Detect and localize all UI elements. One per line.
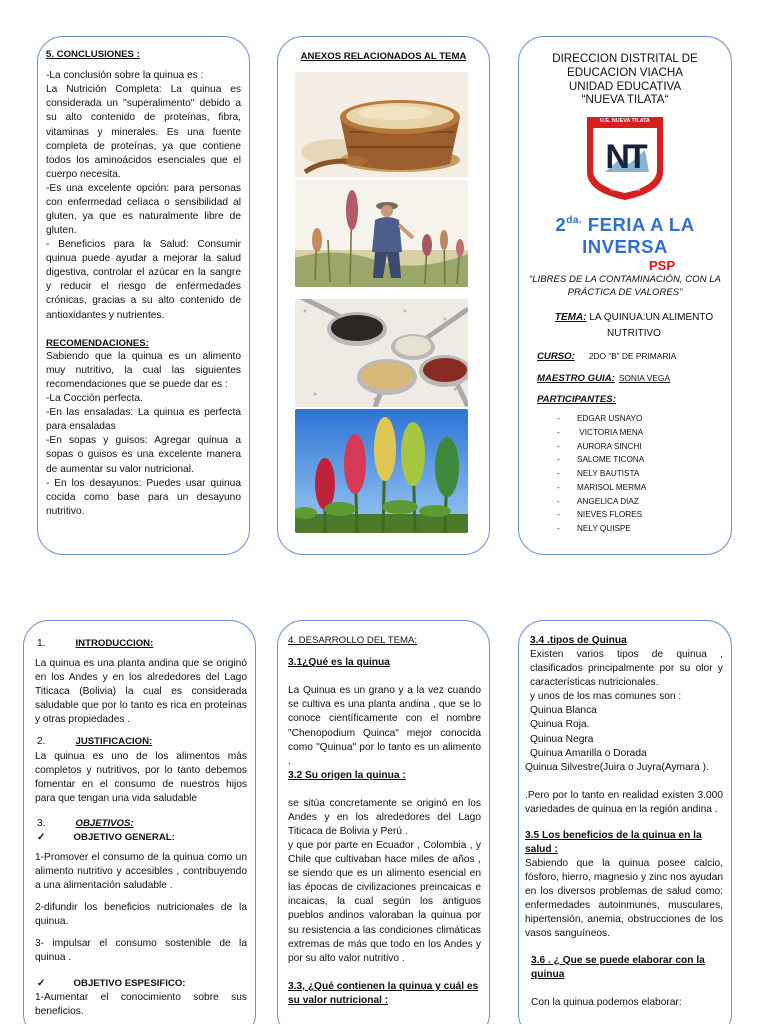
conclusion-nutricion: La Nutrición Completa: La quinua es considerada un "superalimento" debido a su alto contenido de proteínas, fibra, vitaminas y minerales. Es una fuente completa de proteínas, ya que contiene todos los aminoácidos esenciales que el cuerpo necesita. (46, 84, 241, 180)
dash-bullet: - (557, 496, 560, 506)
quinoa-farmer-image (295, 180, 468, 287)
direccion-line: EDUCACION VIACHA (567, 65, 683, 79)
introduccion-heading: INTRODUCCION: (75, 638, 154, 649)
participant-item (557, 426, 731, 440)
participant-name: AURORA SINCHI (577, 441, 642, 451)
desarrollo-heading-text: 4. DESARROLLO DEL TEMA: (288, 635, 418, 646)
logo-bottom-text: TILATA - BOLIVIA (609, 188, 641, 193)
subheading-contiene: 3.3, ¿Qué contienen la quinua y cuál es su valor nutricional : (288, 980, 479, 1006)
curso-value: 2DO “B” DE PRIMARIA (588, 350, 677, 361)
desarrollo-heading (288, 634, 481, 647)
participant-name: ANGELICA DIAZ (577, 496, 639, 506)
tipo-item: Quinua Roja. (530, 719, 590, 731)
participant-item (557, 440, 731, 454)
tema-line (519, 310, 731, 342)
conclusion-intro: -La conclusión sobre la quinua es : (46, 70, 204, 82)
recomendacion-item: -En sopas y guisos: Agregar quinua a sopas o guisos es una excelente manera de aumentar su valor nutricional. (46, 435, 241, 475)
objetivo-item: 2-difundir los beneficios nutricionales de la quinua. (35, 902, 247, 928)
participant-item (557, 522, 731, 536)
participant-item (557, 467, 731, 481)
direccion-line: DIRECCION DISTRITAL DE (552, 52, 698, 65)
subheading-beneficios: 3.5 Los beneficios de la quinua en la salud : (525, 829, 702, 856)
panel-introduccion (23, 620, 256, 1024)
feria-title (519, 214, 731, 258)
objetivo-general-heading: OBJETIVO GENERAL: (73, 831, 175, 843)
check-icon: ✓ (37, 831, 46, 843)
participantes-row (519, 393, 731, 406)
dash-bullet: - (557, 510, 560, 520)
title-superscript: da. (566, 215, 583, 227)
participant-item (557, 453, 731, 467)
psp-label: PSP (648, 257, 675, 273)
participant-item (557, 481, 731, 495)
variedades-text: .Pero por lo tanto en realidad existen 3.000 variedades de quinua en la región andina . (525, 789, 723, 815)
participant-name: NIEVES FLORES (577, 510, 643, 520)
tipos-list (530, 704, 723, 760)
recomendaciones-heading: RECOMENDACIONES: (46, 337, 149, 349)
check-icon: ✓ (37, 977, 46, 989)
panel-portada (518, 36, 732, 555)
section-number: 2. (37, 736, 46, 748)
objetivos-heading: OBJETIVOS: (75, 817, 134, 829)
dash-bullet: - (557, 441, 560, 451)
logo-letters: NT (605, 138, 645, 177)
conclusion-opcion: -Es una excelente opción: para personas con enfermedad celíaca o sensibilidad al gluten, ya que es naturalmente libre de gluten. (46, 182, 241, 237)
tipo-item: Quinua Negra (530, 733, 594, 745)
quinoa-plants-image (295, 409, 468, 533)
objetivo-item: 3- impulsar el consumo sostenible de la quinua . (35, 938, 247, 964)
participantes-label: PARTICIPANTES: (537, 394, 616, 406)
participant-name: MARISOL MERMA (577, 482, 647, 492)
objetivo-especifico-heading: OBJETIVO ESPESIFICO: (73, 977, 186, 989)
title-number: 2 (555, 214, 567, 236)
section-number: 3. (37, 817, 46, 829)
quinoa-bowl-image (295, 72, 468, 177)
subheading-tipos: 3.4 .tipos de Quinua (530, 635, 627, 646)
recomendacion-item: - En los desayunos: Puedes usar quinua cocida como base para un desayuno nutritivo. (46, 477, 241, 517)
panel-conclusiones (37, 36, 250, 555)
recomendacion-item: -En las ensaladas: La quinua es perfecta para ensaladas (46, 407, 241, 433)
participants-list (519, 412, 731, 535)
curso-label: CURSO: (537, 350, 575, 362)
section-number: 1. (37, 638, 46, 649)
logo-top-text: U.E. NUEVA TILATA (599, 118, 651, 125)
maestro-value: SONIA VEGA (618, 372, 671, 383)
que-es-text: La Quinua es un grano y a la vez cuando se cultiva es una planta andina , que se lo conoce científicamente con el nombre "Chenopodium Quinca" mejor conocida como "Quinua" por lo tanto es un alimento . (288, 685, 481, 767)
maestro-label: MAESTRO GUIA: (537, 372, 615, 384)
recomendaciones-intro: Sabiendo que la quinua es un alimento muy nutritivo, la cual las siguientes recomendaciones que se puede dar es : (46, 350, 241, 391)
dash-bullet: - (557, 469, 560, 479)
origen-text-continued: y que por parte en Ecuador , Colombia , y Chile que cultivaban hace miles de años , se siendo que es un alimento esencial en las épocas de civilizaciones preincaicas e incaicas, la cual según los antiguos pueblos andinos valoraban la quinua por su resistencia a las condiciones climáticas extremas de más que todo en los Andes y por su alto valor nutritivo . (288, 840, 481, 964)
unidad-nombre: “NUEVA TILATA“ (581, 93, 669, 107)
origen-text: se sitúa concretamente se originó en los Andes y en los alrededores del Lago Titicaca de Bolivia y Perú . (288, 797, 481, 838)
dash-bullet: - (557, 524, 560, 533)
tipo-item: Quinua Blanca (530, 705, 597, 717)
tipos-intro: y unos de los mas comunes son : (530, 691, 682, 703)
participant-name: VICTORIA MENA (577, 428, 644, 438)
participant-item (557, 495, 731, 509)
conclusiones-heading: 5. CONCLUSIONES : (46, 49, 140, 60)
title-text: FERIA A LA INVERSA (582, 214, 695, 258)
slogan: “LIBRES DE LA CONTAMINACIÓN, CON LA PRÁCTICA DE VALORES” (529, 273, 721, 298)
beneficios-text: Sabiendo que la quinua posee calcio, fósforo, hierro, magnesio y zinc nos ayudan en los diversos problemas de salud como: enfermedades autoinmunes, musculares, hipertensión, anemia, obstrucciones de los vasos sanguíneos. (525, 858, 723, 940)
introduccion-text: La quinua es una planta andina que se originó en los Andes y en los alrededores del Lago Titicaca (Bolivia) la cual es considerada saludable que por lo tanto es rica en proteínas y otras propiedades . (35, 658, 247, 726)
subheading-que-es: 3.1¿Qué es la quinua (288, 657, 390, 669)
subheading-origen: 3.2 Su origen la quinua : (288, 769, 406, 781)
tipos-text: Existen varios tipos de quinua , clasificados principalmente por su olor y características nutricionales. (530, 649, 723, 689)
unidad-line: UNIDAD EDUCATIVA (568, 79, 682, 93)
justificacion-text: La quinua es uno de los alimentos más completos y nutritivos, por lo tanto debemos fomentar en el consumo de nuestros hijos para que tengan una vida saludable (35, 750, 247, 804)
participant-name: EDGAR USNAYO (577, 414, 643, 424)
participant-name: NELY BAUTISTA (577, 469, 640, 479)
objetivo-item: 1-Promover el consumo de la quinua como un alimento nutritivo y accesibles , contribuyendo a una alimentación saludable . (35, 852, 247, 892)
participant-item (557, 412, 731, 426)
panel-tipos (518, 620, 732, 1024)
tipo-silvestre: Quinua Silvestre(Juira o Juyra(Aymara ). (525, 761, 709, 773)
justificacion-heading: JUSTIFICACION: (75, 736, 153, 748)
dash-bullet: - (557, 428, 560, 438)
recomendacion-item: -La Cocción perfecta. (46, 393, 143, 405)
school-logo (583, 114, 667, 202)
curso-row (519, 350, 731, 363)
objetivo-especifico-item: 1-Aumentar el conocimiento sobre sus beneficios. (35, 991, 247, 1017)
anexos-heading: ANEXOS RELACIONADOS AL TEMA (300, 51, 467, 62)
dash-bullet: - (557, 455, 560, 465)
quinoa-spoons-image (295, 299, 468, 407)
panel-desarrollo (277, 620, 490, 1024)
subheading-elaborar: 3.6 . ¿ Que se puede elaborar con la quinua (531, 954, 705, 980)
panel-anexos (277, 36, 490, 555)
participant-name: NELY QUISPE (577, 524, 631, 533)
participant-item (557, 508, 731, 522)
elaborar-text: Con la quinua podemos elaborar: (531, 996, 682, 1008)
tipo-item: Quinua Amarilla o Dorada (530, 747, 647, 759)
dash-bullet: - (557, 414, 560, 424)
conclusion-beneficios: - Beneficios para la Salud: Consumir quinua puede ayudar a mejorar la salud digestiva, controlar el azúcar en la sangre y reducir el riesgo de enfermedades crónicas, gracias a su alto contenido de antioxidantes y nutrientes. (46, 239, 241, 321)
participant-name: SALOME TICONA (577, 455, 645, 465)
tema-label: TEMA: (554, 311, 587, 323)
maestro-row (519, 372, 731, 385)
dash-bullet: - (557, 482, 560, 492)
tema-value: LA QUINUA:UN ALIMENTO NUTRITIVO (586, 311, 714, 339)
